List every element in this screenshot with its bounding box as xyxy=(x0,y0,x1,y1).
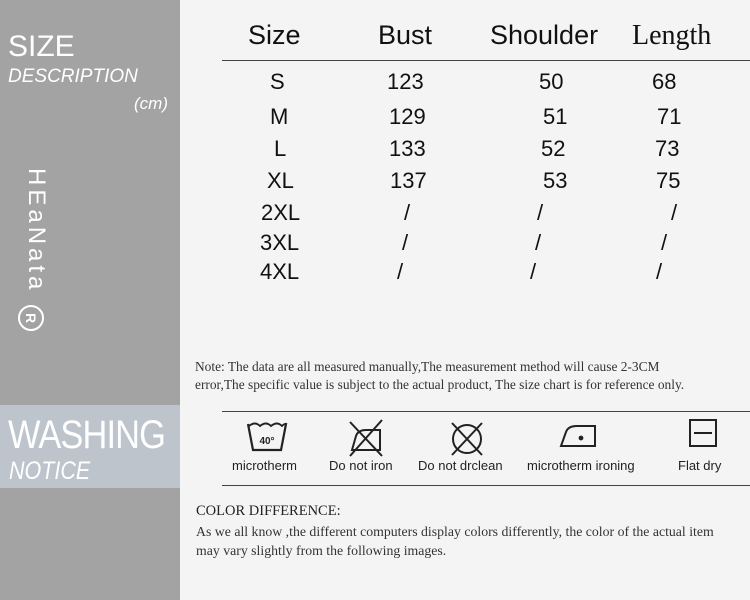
cell-bust: 129 xyxy=(389,104,426,129)
cell-shoulder: 53 xyxy=(543,168,568,193)
color-difference-title: COLOR DIFFERENCE: xyxy=(196,503,341,519)
washtub-40-icon xyxy=(245,418,289,459)
iron-low-heat-icon xyxy=(557,418,601,457)
cell-length: / xyxy=(656,259,663,284)
cell-bust: 137 xyxy=(390,168,427,193)
washing-notice-box xyxy=(0,405,180,488)
color-line-1: As we all know ,the different computers display colors differently, the color of the actual item xyxy=(196,524,714,539)
care-label: Do not iron xyxy=(329,458,393,473)
cell-bust: / xyxy=(397,259,404,284)
cell-shoulder: / xyxy=(530,259,537,284)
size-subtitle: DESCRIPTION xyxy=(8,66,138,87)
color-line-2: may vary slightly from the following images. xyxy=(196,543,447,558)
cell-size: L xyxy=(274,136,287,161)
cell-size: S xyxy=(270,69,285,94)
care-label: Do not drclean xyxy=(418,458,503,473)
care-divider-top xyxy=(222,411,750,412)
cell-bust: 133 xyxy=(389,136,426,161)
do-not-dryclean-icon xyxy=(447,418,487,463)
header-size: Size xyxy=(248,20,301,50)
registered-icon: R xyxy=(18,305,44,331)
cell-shoulder: 52 xyxy=(541,136,566,161)
note-line-1: Note: The data are all measured manually,The measurement method will cause 2-3CM xyxy=(195,359,660,374)
cell-size: 3XL xyxy=(260,230,300,255)
care-label: microtherm xyxy=(232,458,298,473)
header-length: Length xyxy=(632,20,712,51)
cell-size: M xyxy=(270,104,289,129)
left-sidebar xyxy=(0,0,180,600)
washing-title: WASHING xyxy=(8,413,166,457)
table-divider xyxy=(222,60,750,61)
cell-size: 2XL xyxy=(261,200,301,225)
cell-bust: / xyxy=(402,230,409,255)
note-line-2: error,The specific value is subject to the actual product, The size chart is for reference only. xyxy=(195,377,685,392)
measurement-note xyxy=(195,358,750,394)
header-bust: Bust xyxy=(378,20,433,50)
size-title: SIZE xyxy=(8,30,75,63)
cell-length: / xyxy=(671,200,678,225)
cell-bust: / xyxy=(404,200,411,225)
cell-length: 75 xyxy=(656,168,681,193)
cell-shoulder: / xyxy=(535,230,542,255)
cell-shoulder: / xyxy=(537,200,544,225)
cell-length: / xyxy=(661,230,668,255)
flat-dry-icon xyxy=(688,418,718,453)
cell-length: 71 xyxy=(657,104,682,129)
do-not-iron-icon xyxy=(346,418,386,463)
cell-bust: 123 xyxy=(387,69,424,94)
cell-shoulder: 51 xyxy=(543,104,568,129)
cell-length: 68 xyxy=(652,69,677,94)
cell-length: 73 xyxy=(655,136,680,161)
color-difference-text xyxy=(196,522,750,560)
cell-size: XL xyxy=(267,168,294,193)
brand-name: HEaNata xyxy=(23,168,50,294)
header-shoulder: Shoulder xyxy=(490,20,599,50)
unit-label: (cm) xyxy=(134,94,168,113)
cell-shoulder: 50 xyxy=(539,69,564,94)
cell-size: 4XL xyxy=(260,259,300,284)
care-label: Flat dry xyxy=(678,458,722,473)
washing-subtitle: NOTICE xyxy=(9,457,91,485)
care-label: microtherm ironing xyxy=(527,458,635,473)
care-divider-bottom xyxy=(222,485,750,486)
wash-temp: 40° xyxy=(259,436,275,447)
